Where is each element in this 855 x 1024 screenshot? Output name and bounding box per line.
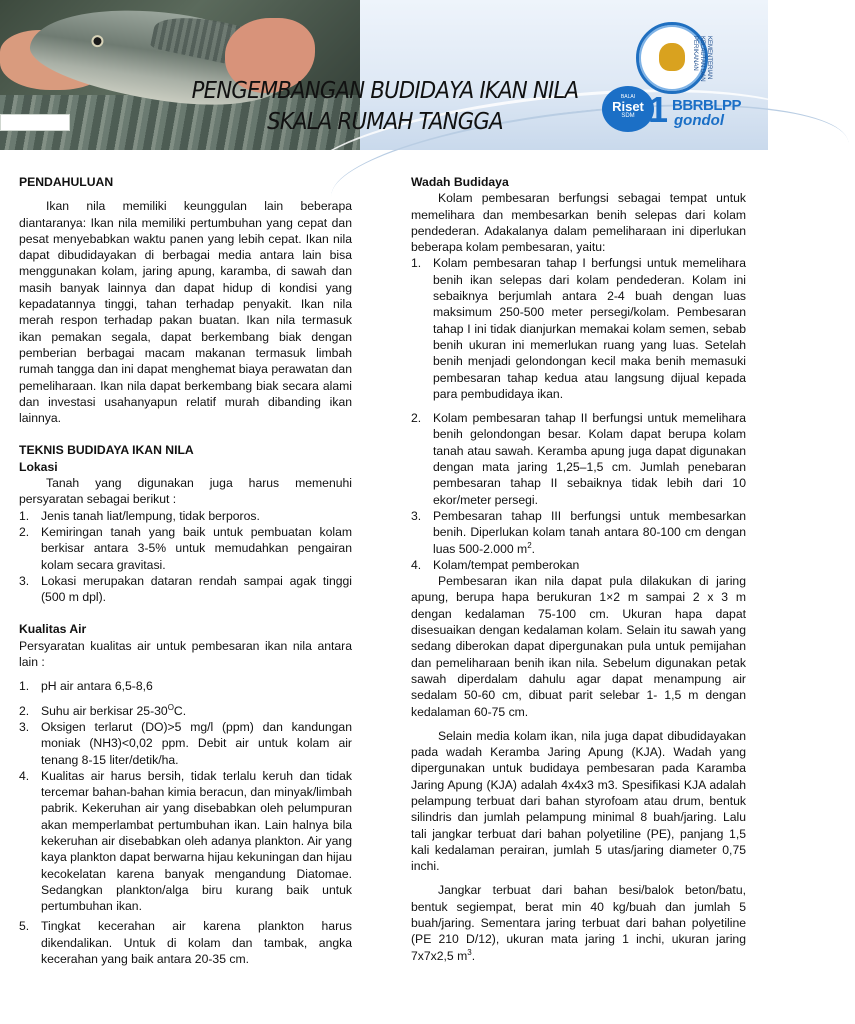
list-item: 3. Lokasi merupakan dataran rendah sampai agak tinggi (500 m dpl).	[19, 573, 352, 605]
wadah-intro: Kolam pembesaran berfungsi sebagai tempat untuk memelihara dan membesarkan benih selepas dari kolam pendederan. Adakalanya dalam pemeliharaan ini diperlukan beberapa kolam pembesaran, yaitu:	[411, 191, 746, 255]
list-item: 3. Oksigen terlarut (DO)>5 mg/l (ppm) dan kandungan moniak (NH3)<0,02 ppm. Debit air untuk kolam air tenang 8-15 liter/detik/ha.	[19, 719, 352, 767]
teknis-heading: TEKNIS BUDIDAYA IKAN NILA	[19, 443, 194, 458]
list-item: 2. Kemiringan tanah yang baik untuk pembuatan kolam berkisar antara 3-5% untuk memudahkan pengairan kolam secara gravitasi.	[19, 524, 352, 572]
fish-eye	[91, 34, 105, 48]
list-item: 2. Suhu air berkisar $25-30^OC$.	[19, 702, 187, 718]
list-item: 1. Jenis tanah liat/lempung, tidak berporos.	[19, 508, 260, 523]
intro-paragraph: Ikan nila memiliki keunggulan lain beberapa diantaranya: Ikan nila memiliki pertumbuhan yang cepat dan pesat menyebabkan waktu panen yang lebih cepat. Ikan nila dapat dibudidayakan di berbagai media antara lain bisa menggunakan kolam, jaring apung, karamba, di sawah dan masih banyak lainnya dan dapat hidup di kondisi yang kepadatannya tinggi, tahan terhadap penyakit. Ikan nila merah respon terhadap pakan buatan. Ikan nila termasuk ikan pemakan segala, dapat berkembang biak dengan pemberian berbagai macam makanan termasuk limbah rumah tangga dan ini dapat menghemat biaya perawatan dan pemeliharaan. Ikan nila dapat berkembang biak secara alami dan investasi usahanyapun relatif murah dibanding ikan lainnya.	[19, 199, 352, 426]
kja-paragraph: Selain media kolam ikan, nila juga dapat dibudidayakan pada wadah Keramba Jaring Apung (KJA). Wadah yang dipergunakan untuk budidaya pembesaran pada Karamba Jaring Apung (KJA) adalah 4x4x3 m3. Spesifikasi KJA adalah pelampung terbuat dari bahan styrofoam atau drum, bentuk silindris dan jumlah pelampung minimal 8 buah/jaring. Lalu tali jangkar terbuat dari bahan polyetiline (PE), panjang 1,5 kali kedalaman perairan, jumlah 5 utas/jaring diameter 0,75 inchi.	[411, 728, 746, 874]
riset-top: BALAI	[620, 94, 636, 100]
list-item: 1. pH air antara 6,5-8,6	[19, 679, 153, 694]
wadah-heading: Wadah Budidaya	[411, 175, 509, 189]
air-intro: Persyaratan kualitas air untuk pembesaran ikan nila antara lain :	[19, 638, 352, 670]
header-banner	[0, 0, 768, 150]
page-title	[169, 76, 601, 138]
list-item: 4. Kualitas air harus bersih, tidak terlalu keruh dan tidak tercemar bahan-bahan kimia beracun, dan minyak/limbah pabrik. Kekeruhan air yang disebabkan oleh pelumpuran akan memperlambat pertumbuhan ikan. Lain halnya bila kekeruhan air disebabkan oleh adanya plankton. Air yang kaya plankton dapat berwarna hijau kekuningan dan hijau kecokelatan karena banyak mengandung Diatomae. Sedangkan plankton/alga biru kurang baik untuk pertumbuhan ikan.	[19, 768, 353, 914]
left-column	[19, 174, 352, 967]
right-column	[411, 174, 746, 964]
riset-one: 1	[648, 89, 669, 130]
list-item: 4. Kolam/tempat pemberokan	[411, 557, 580, 572]
intro-heading: PENDAHULUAN	[19, 175, 114, 189]
jangkar-paragraph: Jangkar terbuat dari bahan besi/balok beton/batu, bentuk segiempat, berat min 40 kg/buah dan jumlah 5 buah/jaring. Sementara jaring terbuat dari bahan polyetiline (PE 210 D/12), ukuran mata jaring 1 inchi, ukuran jaring 7x7x2,5 $m^3$.	[411, 883, 746, 963]
list-item: 3. Pembesaran tahap III berfungsi untuk membesarkan benih. Diperlukan kolam tanah antara 80-100 cm dengan luas 500-2.000 $m^2$.	[411, 508, 746, 556]
title-line-1: PENGEMBANGAN BUDIDAYA IKAN NILA	[191, 78, 579, 104]
institute-location: gondol	[674, 112, 724, 129]
list-item: 2. Kolam pembesaran tahap II berfungsi untuk memelihara benih gelondongan besar. Kolam dapat berupa kolam tanah atau sawah. Keramba apung juga dapat digunakan dengan mata jaring 1,25–1,5 cm. Jumlah penebaran pembesaran tahap II sebaiknya tidak lebih dari 10 ekor/meter persegi.	[411, 411, 746, 507]
riset-sub: SDM	[621, 113, 635, 119]
lokasi-intro: Tanah yang digunakan juga harus memenuhi persyaratan sebagai berikut :	[19, 476, 352, 507]
emblem-text: KEMENTERIAN KELAUTAN DAN PERIKANAN	[692, 36, 712, 82]
list-item: 5. Tingkat kecerahan air karena plankton harus dikendalikan. Untuk di kolam dan tambak, angka kecerahan yang baik antara 20-35 cm.	[19, 919, 352, 967]
garuda-icon	[659, 43, 685, 71]
pemberokan-paragraph: Pembesaran ikan nila dapat pula dilakukan di jaring apung, berupa hapa berukuran 1×2 m sampai 2 x 3 m dengan kedalaman 75-100 cm. Ukuran hapa dapat disesuaikan dengan kedalaman kolam. Selain itu sawah yang sedang diberokan dapat dipergunakan pula untuk pemijahan dan pemeliharaan benih ikan nila. Sebelum digunakan petak sawah diperdalam dahulu agar dapat menampung air sedalam 50-60 cm, dibuat parit selebar 1- 1,5 m dengan kedalaman 60-75 cm.	[411, 574, 746, 719]
riset-main: Riset	[612, 99, 644, 114]
title-line-2: SKALA RUMAH TANGGA	[267, 109, 503, 135]
institute-name: BBRBLPP	[672, 97, 742, 114]
list-item: 1. Kolam pembesaran tahap I berfungsi untuk memelihara benih ikan selepas dari kolam pendederan. Kolam ini sebaiknya berjumlah antara 2-4 buah dengan luas maksimum 250-500 meter persegi/kolam. Pembesaran tahap I ini tidak dianjurkan memakai kolam semen, sebab benih ukuran ini memerlukan ruang yang luas. Setelah benih menjadi gelondongan kecil maka benih memasuki pembesaran tahap kedua atau langsung dijual kepada para pembudidaya ikan.	[411, 256, 746, 401]
riset-sdm-logo	[602, 86, 654, 132]
kualitas-air-heading: Kualitas Air	[19, 622, 87, 637]
photo-white-strip	[0, 114, 70, 131]
lokasi-heading: Lokasi	[19, 459, 58, 474]
